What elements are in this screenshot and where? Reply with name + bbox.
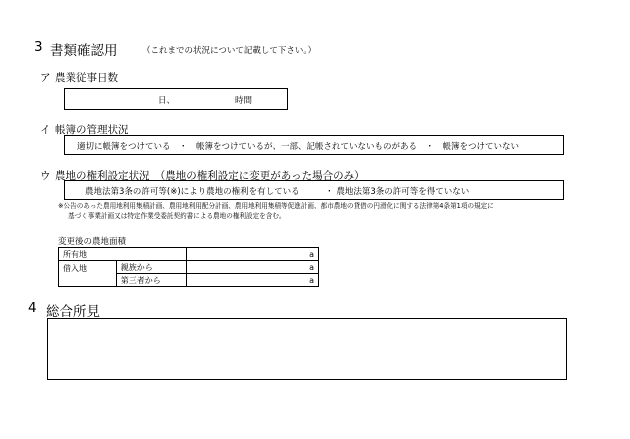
area-unit: a [309, 262, 314, 272]
item-a-label: ア [40, 72, 51, 84]
ledger-status-text: 適切に帳簿をつけている ・ 帳簿をつけているが、一部、記帳されていないものがある ・ 帳簿をつけていない [77, 142, 520, 152]
area-unit: a [309, 275, 314, 285]
right-status-options[interactable] [64, 180, 564, 200]
ledger-status-options[interactable] [64, 135, 564, 155]
section-4-title: 総合所見 [46, 304, 100, 320]
area-table-title: 変更後の農地面積 [58, 237, 127, 247]
relatives-label: 親族から [116, 261, 186, 274]
item-i-title: 帳簿の管理状況 [55, 124, 129, 136]
owned-label: 所有地 [59, 248, 187, 261]
item-a-title: 農業従事日数 [55, 72, 118, 84]
relatives-area-field[interactable] [186, 261, 318, 274]
day-unit: 日、 [158, 96, 176, 106]
area-unit: a [309, 249, 314, 259]
section-3-number: 3 [34, 39, 43, 55]
leased-label: 借入地 [59, 261, 117, 287]
item-i-label: イ [40, 124, 51, 136]
right-status-text: 農地法第3条の許可等(※)により農地の権利を有している ・ 農地法第3条の許可等を得ていない [85, 187, 470, 197]
owned-area-field[interactable] [186, 248, 318, 261]
section-4-number: 4 [28, 300, 37, 316]
overall-findings-field[interactable] [47, 318, 567, 380]
item-u-title: 農地の権利設定状況 （農地の権利設定に変更があった場合のみ） [55, 170, 365, 182]
third-party-area-field[interactable] [186, 274, 318, 287]
section-3-title: 書類確認用 [50, 43, 118, 59]
hour-unit: 時間 [235, 96, 253, 106]
table-row [59, 261, 319, 274]
item-u-label: ウ [40, 170, 51, 182]
footnote-line-2: 基づく事業計画又は特定作業受委託契約書による農地の権利設定を含む。 [68, 212, 286, 220]
farmland-area-table [58, 247, 319, 287]
footnote-line-1: ※公告のあった農用地利用集積計画、農用地利用配分計画、農用地利用集積等促進計画、都市農地の貸借の円滑化に関する法律第4条第1項の規定に [58, 202, 494, 210]
section-3-note: （これまでの状況について記載して下さい。） [142, 46, 317, 56]
table-row [59, 248, 319, 261]
working-days-field[interactable] [64, 88, 288, 110]
third-party-label: 第三者から [116, 274, 186, 287]
